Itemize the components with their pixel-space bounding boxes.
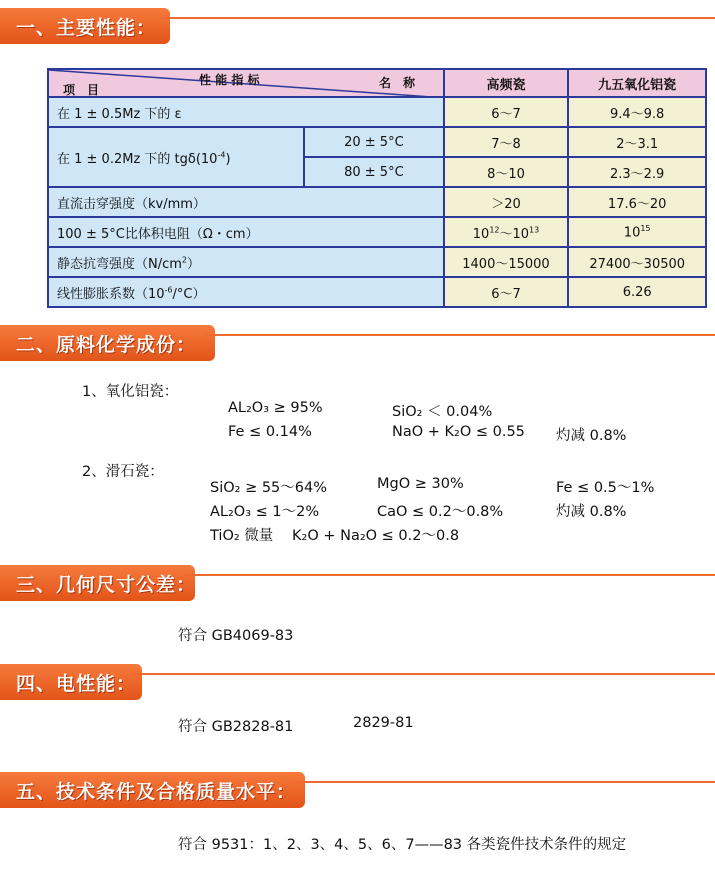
quality-text: 符合 9531：1、2、3、4、5、6、7——83 各类瓷件技术条件的规定 xyxy=(178,837,627,853)
value-a: 6～7 xyxy=(444,97,569,127)
section-title: 四、电性能： xyxy=(16,672,137,695)
table-row xyxy=(48,127,706,157)
table-row xyxy=(48,277,706,307)
performance-table xyxy=(47,68,707,308)
value-a: 6～7 xyxy=(444,277,569,307)
value-b: 27400～30500 xyxy=(568,247,706,277)
value-a: ＞20 xyxy=(444,187,569,217)
param-cell: 线性膨胀系数$(10^{-6}/^\circ C)$ xyxy=(48,277,444,307)
value-a: 7～8 xyxy=(444,127,569,157)
value-a: 8～10 xyxy=(444,157,569,187)
electrical-standard-1: 符合 GB2828-81 xyxy=(178,719,294,735)
header-indicator: 性 能 指 标 xyxy=(199,73,260,87)
composition-item: 灼减 0.8% xyxy=(556,504,627,520)
composition-item: Fe ≤ 0.5～1% xyxy=(556,480,655,496)
value-b: 2～3.1 xyxy=(568,127,706,157)
table-header-row xyxy=(48,69,706,97)
condition-cell: 80 ± 5°C xyxy=(304,157,444,187)
value-b: $10^{15}$ xyxy=(568,217,706,247)
value-a: 1400～15000 xyxy=(444,247,569,277)
header-item: 项 目 xyxy=(63,83,100,97)
composition-item: CaO ≤ 0.2～0.8% xyxy=(377,504,504,520)
section-header-electrical xyxy=(0,664,715,700)
table-row xyxy=(48,187,706,217)
steatite-label: 2、滑石瓷： xyxy=(82,464,164,480)
header-col-b: 九五氧化铝瓷 xyxy=(568,69,706,97)
value-b: 9.4～9.8 xyxy=(568,97,706,127)
composition-item: TiO₂ 微量 xyxy=(210,528,274,544)
param-cell: 在 1 ± 0.2Mz 下的 $tg\delta(10^{-4})$ xyxy=(48,127,304,187)
value-b: 2.3～2.9 xyxy=(568,157,706,187)
section-header-quality xyxy=(0,772,715,808)
value-a: $10^{12}\sim 10^{13}$ xyxy=(444,217,569,247)
composition-item: AL₂O₃ ≥ 95% xyxy=(228,400,323,416)
header-name: 名 称 xyxy=(379,76,416,90)
section-header-performance xyxy=(0,8,715,44)
composition-item: NaO + K₂O ≤ 0.55 xyxy=(392,424,525,440)
table-row xyxy=(48,97,706,127)
param-cell: 100 ± 5°C比体积电阻（Ω・cm） xyxy=(48,217,444,247)
section-title: 一、主要性能： xyxy=(16,16,157,39)
table-row xyxy=(48,247,706,277)
composition-item: 灼减 0.8% xyxy=(556,428,627,444)
param-cell: 直流击穿强度（kv/mm） xyxy=(48,187,444,217)
header-col-a: 高频瓷 xyxy=(444,69,569,97)
composition-item: Fe ≤ 0.14% xyxy=(228,424,312,440)
composition-item: SiO₂ ≥ 55～64% xyxy=(210,480,328,496)
composition-item: K₂O + Na₂O ≤ 0.2～0.8 xyxy=(292,528,460,544)
value-b: 17.6～20 xyxy=(568,187,706,217)
tolerance-text: 符合 GB4069-83 xyxy=(178,628,294,644)
composition-item: AL₂O₃ ≤ 1～2% xyxy=(210,504,320,520)
section-title: 二、原料化学成份： xyxy=(16,333,197,356)
param-cell: 在 1 ± 0.5Mz 下的 ε xyxy=(48,97,444,127)
section-title: 五、技术条件及合格质量水平： xyxy=(16,780,297,803)
composition-item: SiO₂ ＜ 0.04% xyxy=(392,404,493,420)
section-header-tolerance xyxy=(0,565,715,601)
section-header-composition xyxy=(0,325,715,361)
value-b: 6.26 xyxy=(568,277,706,307)
param-cell: 静态抗弯强度$(N/cm^2)$ xyxy=(48,247,444,277)
section-title: 三、几何尺寸公差： xyxy=(16,573,197,596)
composition-item: MgO ≥ 30% xyxy=(377,476,464,492)
diagonal-header-cell xyxy=(48,69,444,97)
condition-cell: 20 ± 5°C xyxy=(304,127,444,157)
alumina-label: 1、氧化铝瓷： xyxy=(82,384,179,400)
electrical-standard-2: 2829-81 xyxy=(353,715,414,731)
table-row xyxy=(48,217,706,247)
